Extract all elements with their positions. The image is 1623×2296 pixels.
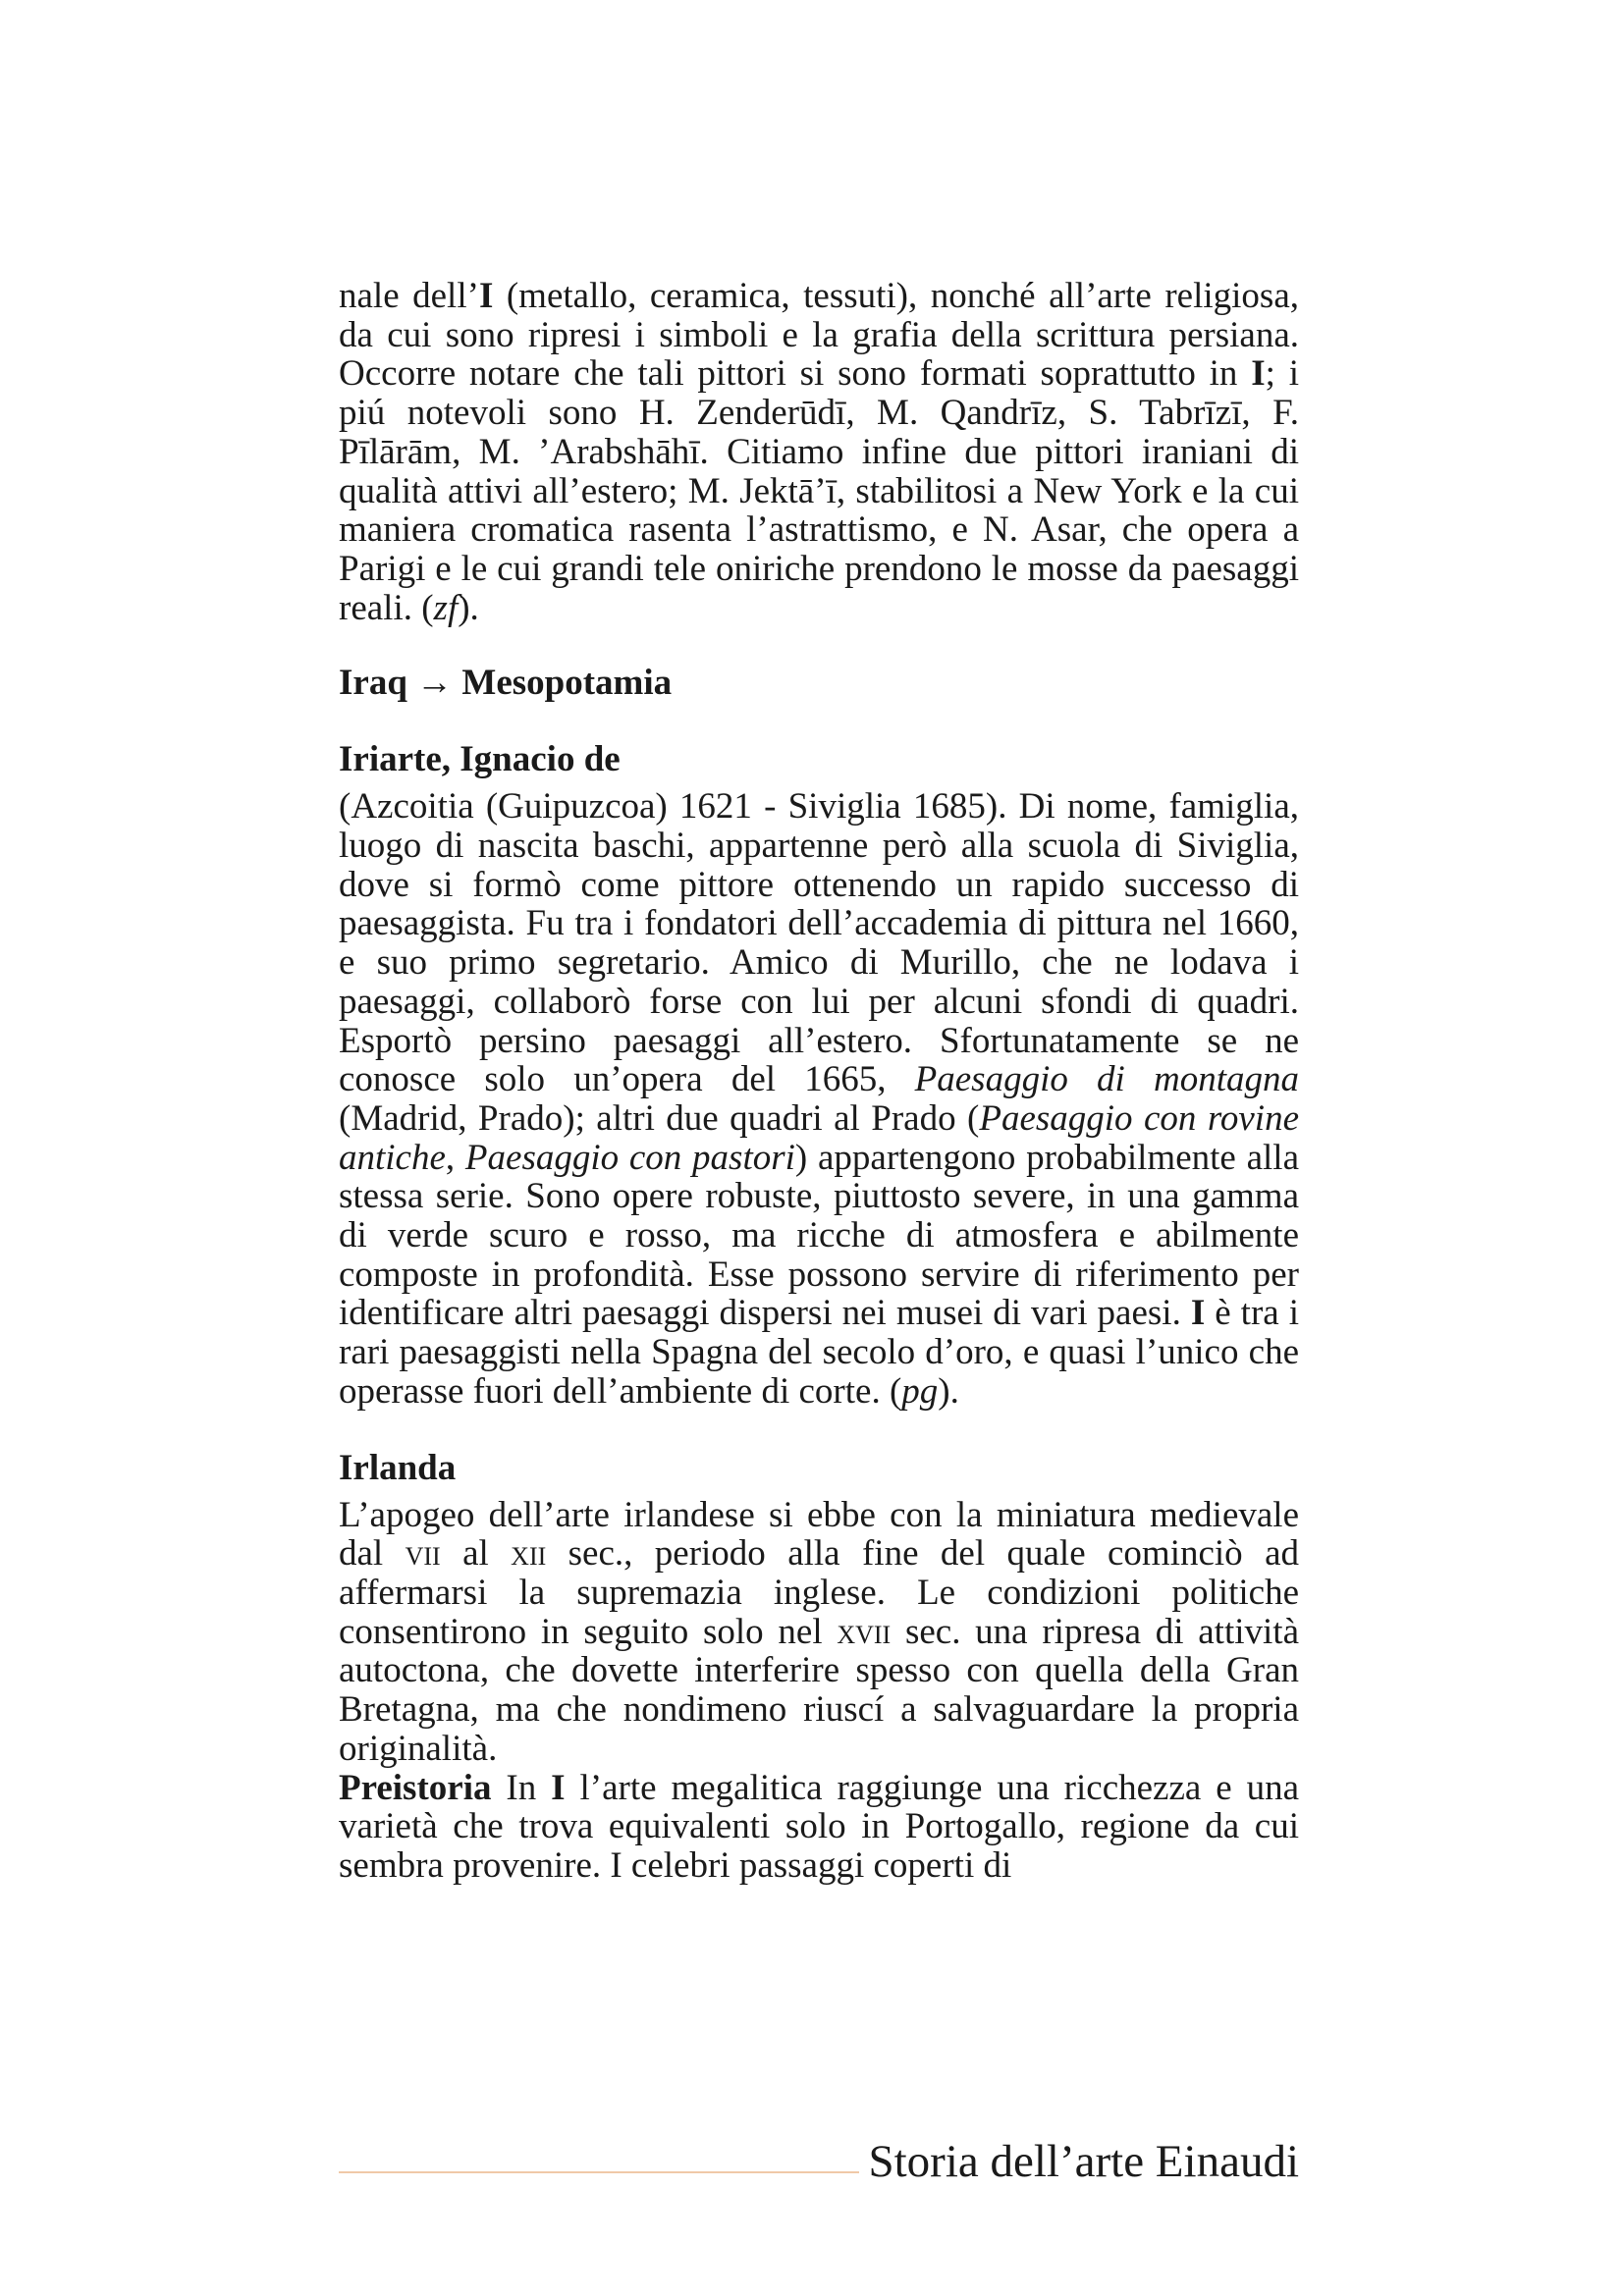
entry-initial: I — [1190, 1293, 1206, 1334]
page-footer — [339, 2132, 1299, 2191]
footer-rule — [339, 2171, 859, 2173]
entry-heading-iraq: Iraq → Mesopotamia — [339, 663, 673, 704]
entry-irlanda-preistoria: Preistoria In I l’arte megalitica raggiunge una ricchezza e una varietà che trova equivalenti solo in Portogallo, regione da cui sembra provenire. I celebri passaggi coperti di — [339, 1767, 1299, 1886]
page-content — [339, 277, 1299, 1886]
artwork-title: Paesaggio di montagna — [914, 1059, 1299, 1100]
century-numeral: xii — [511, 1533, 547, 1575]
entry-heading-iriarte: Iriarte, Ignacio de — [339, 739, 621, 780]
cross-reference-target: Mesopotamia — [461, 663, 673, 704]
artwork-title: Paesaggio con pastori — [464, 1137, 795, 1178]
entry-initial: I — [478, 276, 494, 316]
century-numeral: vii — [405, 1533, 441, 1575]
entry-irlanda-body: L’apogeo dell’arte irlandese si ebbe con la miniatura medievale dal vii al xii sec., periodo alla fine del quale cominciò ad affermarsi la supremazia inglese. Le condizioni politiche consentirono in seguito solo nel xvii sec. una ripresa di attività autoctona, che dovette interferire spesso con quella della Gran Bretagna, ma che nondimeno riuscí a salvaguardare la propria originalità. — [339, 1494, 1299, 1769]
entry-heading-irlanda: Irlanda — [339, 1447, 457, 1488]
entry-iran-tail: nale dell’I (metallo, ceramica, tessuti), nonché all’arte religiosa, da cui sono ripresi i simboli e la grafia della scrittura persiana. Occorre notare che tali pittori si sono formati soprattutto in I; i piú notevoli sono H. Zenderūdī, M. Qandrīz, S. Tabrīzī, F. Pīlārām, M. ’Arabshāhī. Citiamo infine due pittori iraniani di qualità attivi all’estero; M. Jektā’ī, stabilitosi a New York e la cui maniera cromatica rasenta l’astrattismo, e N. Asar, che opera a Parigi e le cui grandi tele oniriche prendono le mosse da paesaggi reali. (zf). — [339, 276, 1299, 628]
author-initials: zf — [433, 587, 459, 628]
entry-initial: I — [1251, 353, 1266, 395]
century-numeral: xvii — [837, 1611, 892, 1652]
footer-title: Storia dell’arte Einaudi — [868, 2136, 1299, 2187]
entry-initial: I — [551, 1767, 566, 1808]
sub-heading-preistoria: Preistoria — [339, 1767, 492, 1808]
cross-reference-arrow-icon: → — [416, 663, 454, 704]
artwork-title: Paesaggio con rovine antiche — [339, 1097, 1299, 1178]
author-initials: pg — [901, 1370, 939, 1412]
entry-iriarte-body: (Azcoitia (Guipuzcoa) 1621 - Siviglia 1685). Di nome, famiglia, luogo di nascita baschi, appartenne però alla scuola di Siviglia, dove si formò come pittore ottenendo un rapido successo di paesaggista. Fu tra i fondatori dell’accademia di pittura nel 1660, e suo primo segretario. Amico di Murillo, che ne lodava i paesaggi, collaborò forse con lui per alcuni sfondi di quadri. Esportò persino paesaggi all’estero. Sfortunatamente se ne conosce solo un’opera del 1665, Paesaggio di montagna (Madrid, Prado); altri due quadri al Prado (Paesaggio con rovine antiche, Paesaggio con pastori) appartengono probabilmente alla stessa serie. Sono opere robuste, piuttosto severe, in una gamma di verde scuro e rosso, ma ricche di atmosfera e abilmente composte in profondità. Esse possono servire di riferimento per identificare altri paesaggi dispersi nei musei di vari paesi. I è tra i rari paesaggisti nella Spagna del secolo d’oro, e quasi l’unico che operasse fuori dell’ambiente di corte. (pg). — [339, 786, 1299, 1412]
